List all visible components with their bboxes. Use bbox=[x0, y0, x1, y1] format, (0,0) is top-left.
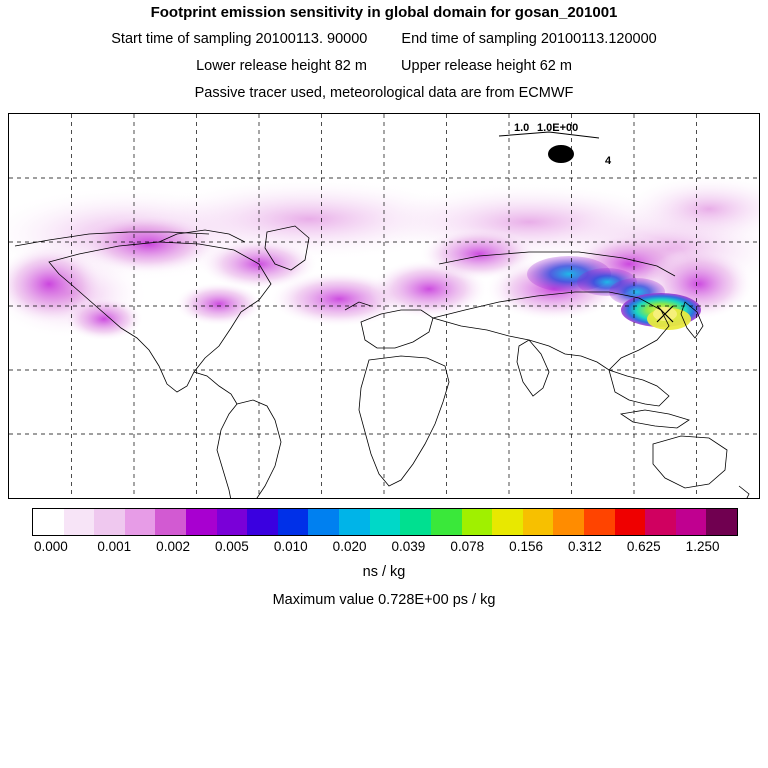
colorbar-tick-9: 0.312 bbox=[568, 539, 602, 554]
colorbar-swatch-8 bbox=[278, 509, 309, 535]
colorbar-swatch-7 bbox=[247, 509, 278, 535]
tracer-note: Passive tracer used, meteorological data are from ECMWF bbox=[194, 85, 574, 101]
colorbar-tick-labels bbox=[0, 539, 768, 555]
lower-release-label: Lower release height bbox=[196, 58, 331, 74]
colorbar-swatch-15 bbox=[492, 509, 523, 535]
colorbar-swatch-6 bbox=[217, 509, 248, 535]
colorbar-swatch-22 bbox=[706, 509, 737, 535]
contour-label-2: 1.0E+00 bbox=[537, 122, 579, 134]
colorbar-tick-0: 0.000 bbox=[34, 539, 68, 554]
colorbar-tick-1: 0.001 bbox=[97, 539, 132, 554]
colorbar-swatch-3 bbox=[125, 509, 156, 535]
colorbar-tick-11: 1.250 bbox=[685, 539, 720, 554]
start-time-label: Start time of sampling bbox=[111, 31, 252, 47]
colorbar-swatch-21 bbox=[676, 509, 707, 535]
colorbar-tick-6: 0.039 bbox=[391, 539, 426, 554]
world-map bbox=[9, 114, 759, 498]
colorbar-swatch-13 bbox=[431, 509, 462, 535]
colorbar-swatch-16 bbox=[523, 509, 554, 535]
contour-label-4: 4 bbox=[605, 155, 612, 167]
contour-label-1: 1.0 bbox=[514, 122, 530, 134]
upper-release-label: Upper release height bbox=[401, 58, 536, 74]
lower-release-value: 82 m bbox=[334, 58, 367, 74]
colorbar-swatch-20 bbox=[645, 509, 676, 535]
colorbar-swatch-11 bbox=[370, 509, 401, 535]
end-time-label: End time of sampling bbox=[401, 31, 537, 47]
colorbar-swatch-2 bbox=[94, 509, 125, 535]
colorbar bbox=[32, 508, 738, 536]
colorbar-unit-label: ns / kg bbox=[362, 564, 406, 580]
upper-release-value: 62 m bbox=[539, 58, 572, 74]
colorbar-tick-10: 0.625 bbox=[626, 539, 661, 554]
sampling-times bbox=[0, 31, 768, 47]
contour-label-3: 1.0 bbox=[556, 149, 572, 161]
colorbar-swatch-14 bbox=[462, 509, 493, 535]
end-time-value: 20100113.120000 bbox=[540, 31, 657, 47]
colorbar-tick-7: 0.078 bbox=[450, 539, 485, 554]
colorbar-swatch-17 bbox=[553, 509, 584, 535]
maximum-value-label: Maximum value 0.728E+00 ps / kg bbox=[272, 592, 496, 608]
colorbar-swatch-4 bbox=[155, 509, 186, 535]
colorbar-swatch-5 bbox=[186, 509, 217, 535]
page-title: Footprint emission sensitivity in global domain for gosan_201001 bbox=[150, 4, 618, 21]
colorbar-tick-3: 0.005 bbox=[215, 539, 249, 554]
colorbar-tick-5: 0.020 bbox=[332, 539, 367, 554]
colorbar-swatch-19 bbox=[615, 509, 646, 535]
colorbar-swatch-10 bbox=[339, 509, 370, 535]
map-panel bbox=[8, 113, 760, 499]
colorbar-tick-4: 0.010 bbox=[273, 539, 308, 554]
colorbar-swatch-9 bbox=[308, 509, 339, 535]
release-heights bbox=[0, 58, 768, 74]
colorbar-tick-8: 0.156 bbox=[509, 539, 543, 554]
colorbar-swatch-12 bbox=[400, 509, 431, 535]
colorbar-swatch-0 bbox=[33, 509, 64, 535]
colorbar-swatch-18 bbox=[584, 509, 615, 535]
colorbar-tick-2: 0.002 bbox=[156, 539, 190, 554]
colorbar-swatch-1 bbox=[64, 509, 95, 535]
start-time-value: 20100113. 90000 bbox=[255, 31, 368, 47]
